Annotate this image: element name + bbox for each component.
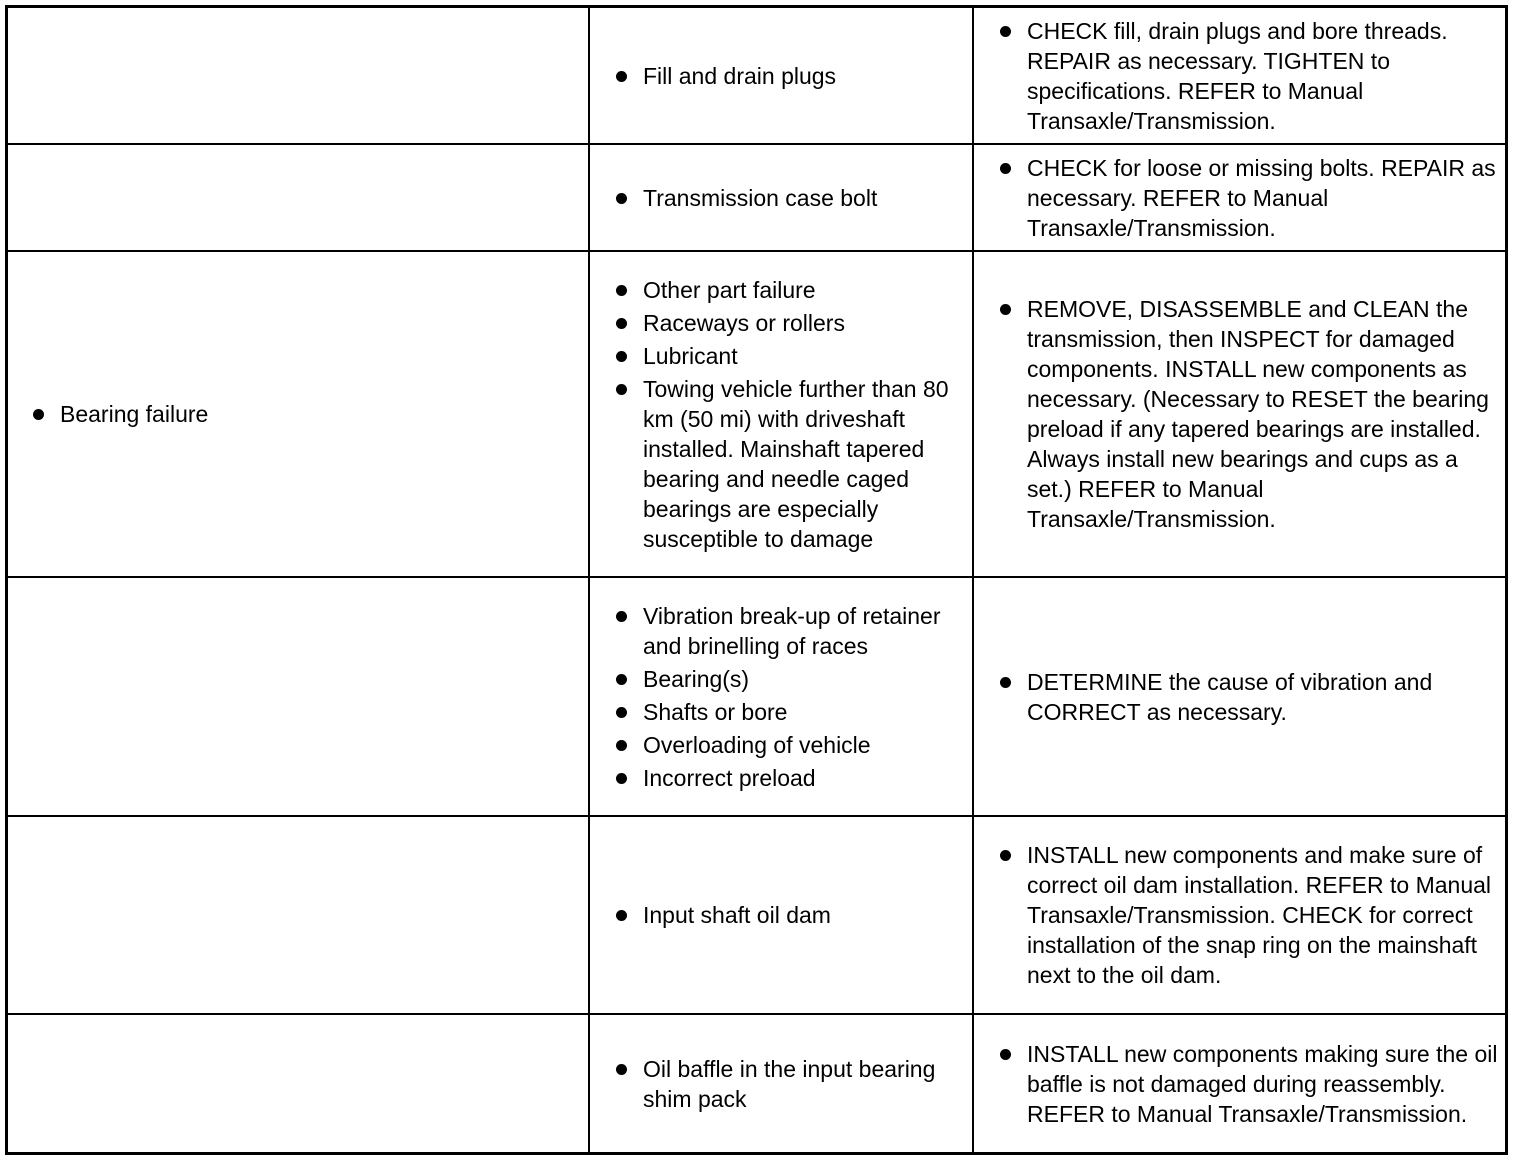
list-item: CHECK fill, drain plugs and bore threads. REPAIR as necessary. TIGHTEN to specifications. REFER to Manual Transaxle/Transmission. xyxy=(1000,16,1500,136)
bullet-icon xyxy=(616,740,627,751)
bullet-icon xyxy=(616,71,627,82)
list-item: REMOVE, DISASSEMBLE and CLEAN the transmission, then INSPECT for damaged components. INSTALL new components as necessary. (Necessary to RESET the bearing preload if any tapered bearings are installed. Always install new bearings and cups as a set.) REFER to Manual Transaxle/Transmission. xyxy=(1000,294,1505,534)
cause-cell xyxy=(616,578,966,815)
column-divider xyxy=(588,5,590,1155)
list-item: Bearing failure xyxy=(33,399,573,429)
bullet-icon xyxy=(616,773,627,784)
bullet-icon xyxy=(616,285,627,296)
action-cell xyxy=(1000,252,1505,576)
cause-cell xyxy=(616,817,966,1013)
action-cell xyxy=(1000,578,1500,815)
bullet-icon xyxy=(1000,1049,1011,1060)
cause-cell xyxy=(616,145,966,250)
list-item: Shafts or bore xyxy=(616,697,966,727)
bullet-icon xyxy=(616,910,627,921)
bullet-icon xyxy=(1000,163,1011,174)
list-item: Other part failure xyxy=(616,275,966,305)
action-cell xyxy=(1000,145,1500,250)
list-item: Fill and drain plugs xyxy=(616,61,966,91)
action-cell xyxy=(1000,1015,1500,1152)
list-item: Vibration break-up of retainer and brinelling of races xyxy=(616,601,966,661)
list-item: Input shaft oil dam xyxy=(616,900,966,930)
bullet-icon xyxy=(616,193,627,204)
list-item: CHECK for loose or missing bolts. REPAIR as necessary. REFER to Manual Transaxle/Transmission. xyxy=(1000,153,1500,243)
list-item: Incorrect preload xyxy=(616,763,966,793)
list-item: INSTALL new components making sure the oil baffle is not damaged during reassembly. REFER to Manual Transaxle/Transmission. xyxy=(1000,1039,1500,1129)
bullet-icon xyxy=(1000,304,1011,315)
bullet-icon xyxy=(616,674,627,685)
list-item: Transmission case bolt xyxy=(616,183,966,213)
bullet-icon xyxy=(1000,850,1011,861)
bullet-icon xyxy=(616,384,627,395)
bullet-icon xyxy=(616,1064,627,1075)
bullet-icon xyxy=(1000,26,1011,37)
action-cell xyxy=(1000,8,1500,143)
list-item: Towing vehicle further than 80 km (50 mi) with driveshaft installed. Mainshaft tapered bearing and needle caged bearings are especially susceptible to damage xyxy=(616,374,966,554)
cause-cell xyxy=(616,1015,966,1152)
list-item: Raceways or rollers xyxy=(616,308,966,338)
list-item: Oil baffle in the input bearing shim pack xyxy=(616,1054,966,1114)
cause-cell xyxy=(616,8,966,143)
bullet-icon xyxy=(616,318,627,329)
bullet-icon xyxy=(616,611,627,622)
list-item: Overloading of vehicle xyxy=(616,730,966,760)
list-item: Lubricant xyxy=(616,341,966,371)
action-cell xyxy=(1000,817,1500,1013)
bullet-icon xyxy=(616,351,627,362)
condition-cell xyxy=(33,252,573,576)
bullet-icon xyxy=(1000,677,1011,688)
bullet-icon xyxy=(616,707,627,718)
column-divider xyxy=(972,5,974,1155)
cause-cell xyxy=(616,252,966,576)
bullet-icon xyxy=(33,409,44,420)
list-item: Bearing(s) xyxy=(616,664,966,694)
list-item: INSTALL new components and make sure of correct oil dam installation. REFER to Manual Transaxle/Transmission. CHECK for correct installation of the snap ring on the mainshaft next to the oil dam. xyxy=(1000,840,1500,990)
list-item: DETERMINE the cause of vibration and CORRECT as necessary. xyxy=(1000,667,1500,727)
